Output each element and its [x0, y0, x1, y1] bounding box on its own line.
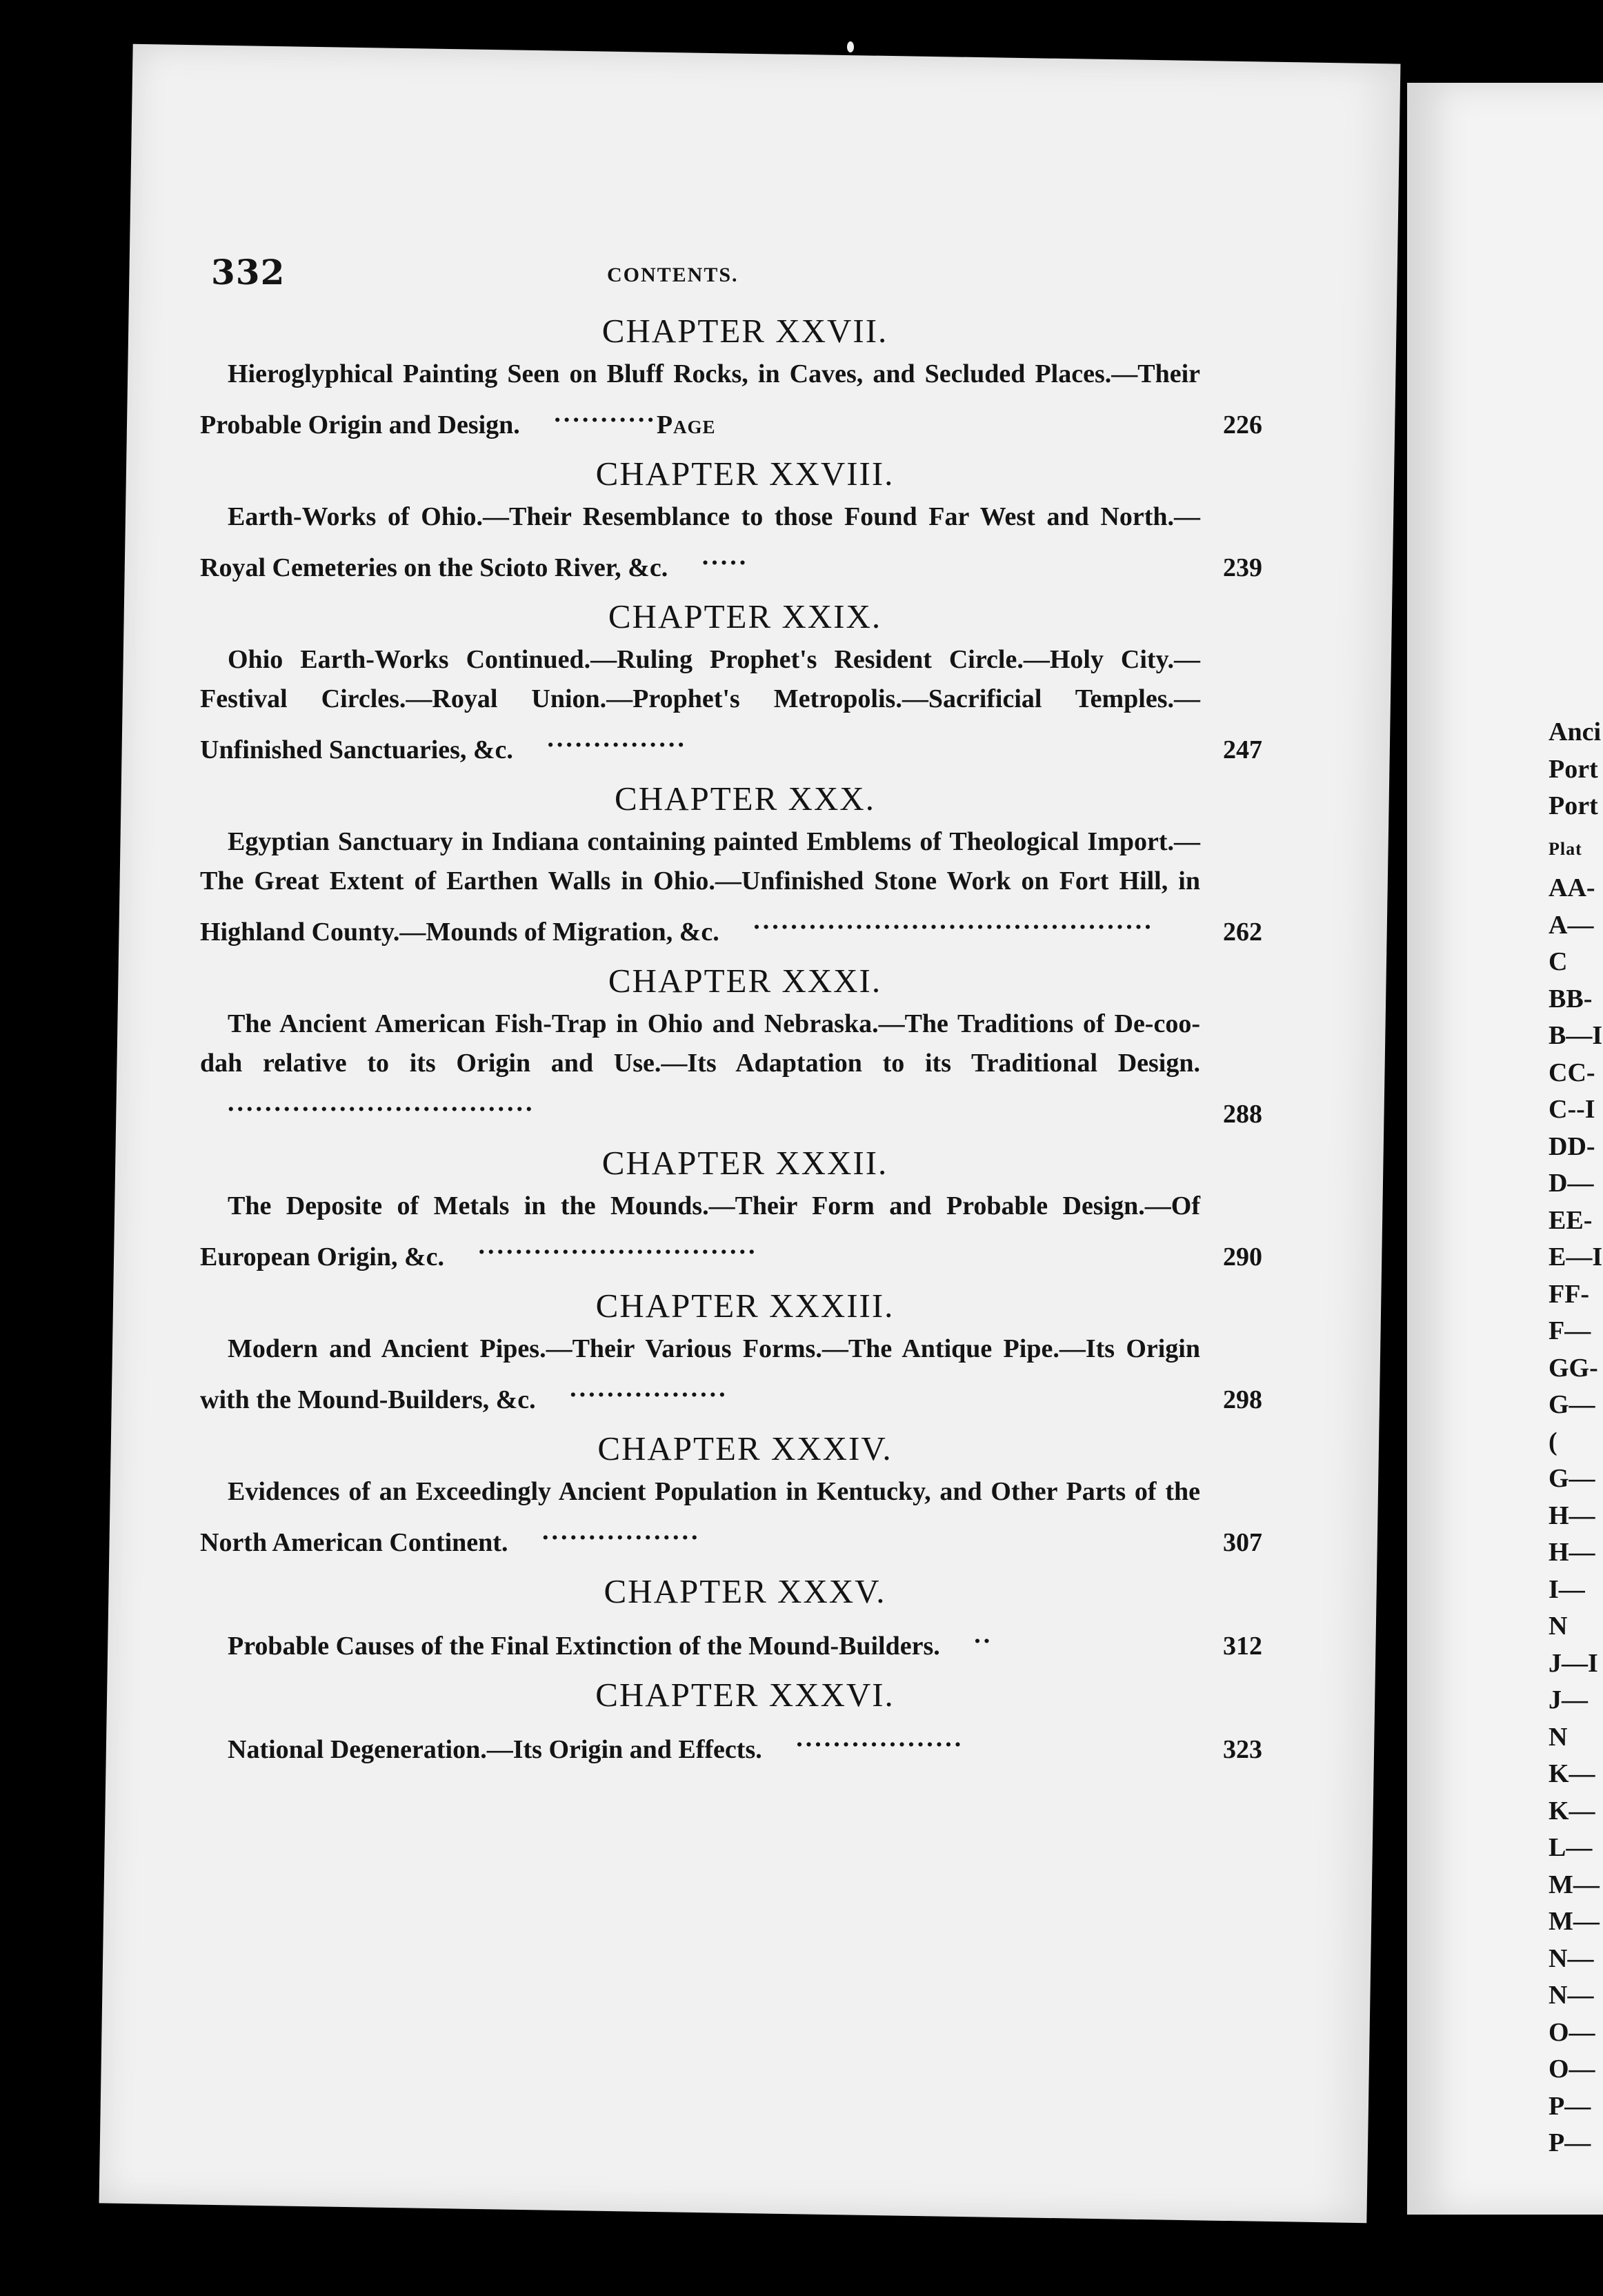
facing-line: F— [1549, 1316, 1591, 1345]
chapter-description: Evidences of an Exceedingly Ancient Population in Kentucky, and Other Parts of the North American Continent. ................. [200, 1477, 1200, 1557]
chapter-page-number: 290 [1223, 1243, 1262, 1271]
chapter-entry [200, 778, 1262, 952]
chapter-page-number: 312 [1223, 1632, 1262, 1661]
facing-line: BB- [1549, 984, 1593, 1013]
chapter-entry [200, 960, 1262, 1134]
chapter-description: Modern and Ancient Pipes.—Their Various Forms.—The Antique Pipe.—Its Origin with the Mound-Builders, &c. ................. [200, 1334, 1200, 1414]
facing-line: AA- [1549, 873, 1595, 902]
running-head: CONTENTS. [607, 264, 739, 286]
facing-line: EE- [1549, 1205, 1593, 1235]
chapter-page-number: 307 [1223, 1528, 1262, 1557]
facing-line: G— [1549, 1464, 1595, 1493]
facing-line: E—I [1549, 1243, 1603, 1271]
facing-line: O— [1549, 2017, 1595, 2047]
scan-speck [847, 41, 854, 52]
chapter-title: CHAPTER XXXIV. [597, 1429, 893, 1467]
chapter-description: Hieroglyphical Painting Seen on Bluff Rocks, in Caves, and Secluded Places.—Their Probable Origin and Design. ...........Page [200, 359, 1200, 439]
chapter-entry [200, 1674, 1262, 1770]
chapter-title: CHAPTER XXVIII. [595, 455, 895, 493]
facing-line: K— [1549, 1796, 1595, 1825]
facing-line: GG- [1549, 1353, 1598, 1383]
chapter-page-number: 247 [1223, 735, 1262, 764]
chapter-page-number: 262 [1223, 918, 1262, 947]
facing-line: M— [1549, 1870, 1600, 1899]
chapter-entry [200, 1571, 1262, 1666]
chapter-page-number: 239 [1223, 553, 1262, 582]
chapter-title: CHAPTER XXXI. [608, 962, 882, 1000]
chapter-title: CHAPTER XXXV. [604, 1572, 886, 1610]
facing-line: I—N [1549, 1574, 1585, 1641]
chapter-entry [200, 1142, 1262, 1277]
chapter-description: Ohio Earth-Works Continued.—Ruling Prophet's Resident Circle.—Holy City.—Festival Circles.—Royal Union.—Prophet's Metropolis.—Sacrificial Temples.—Unfinished Sanctuaries, &c. ............... [200, 645, 1200, 764]
chapter-description: The Ancient American Fish-Trap in Ohio and Nebraska.—The Traditions of De-coo-dah relative to its Origin and Use.—Its Adaptation to its Traditional Design. ................................. [200, 1009, 1200, 1117]
facing-line: Port [1549, 791, 1598, 820]
page-number: 332 [211, 252, 286, 293]
chapter-title: CHAPTER XXXVI. [595, 1676, 895, 1714]
chapter-entry [200, 1285, 1262, 1420]
chapter-description: Egyptian Sanctuary in Indiana containing painted Emblems of Theological Import.—The Great Extent of Earthen Walls in Ohio.—Unfinished Stone Work on Fort Hill, in Highland County.—Mounds of Migration, &c. ........................................... [200, 827, 1200, 947]
facing-line: P— [1549, 2128, 1591, 2157]
chapter-entry [200, 596, 1262, 770]
chapter-description: Probable Causes of the Final Extinction of the Mound-Builders. .. [228, 1620, 993, 1661]
facing-line: K— [1549, 1759, 1595, 1788]
facing-line: CC- [1549, 1058, 1595, 1087]
chapter-page-number: 298 [1223, 1385, 1262, 1414]
facing-line: N— [1549, 1943, 1594, 1973]
facing-line: J—I [1549, 1648, 1598, 1678]
table-of-contents [200, 310, 1262, 1778]
facing-line: J—N [1549, 1685, 1588, 1752]
facing-line: G—( [1549, 1390, 1595, 1456]
facing-line: N— [1549, 1981, 1594, 2010]
chapter-description: The Deposite of Metals in the Mounds.—Their Form and Probable Design.—Of European Origin, &c. .............................. [200, 1191, 1200, 1271]
chapter-page-number: 323 [1223, 1735, 1262, 1764]
chapter-page-number: 288 [1223, 1100, 1262, 1129]
chapter-page-number: 226 [1223, 410, 1262, 439]
facing-line: A—C [1549, 910, 1594, 976]
chapter-entry [200, 1428, 1262, 1563]
facing-line: H— [1549, 1538, 1595, 1567]
facing-line: Port [1549, 754, 1598, 784]
facing-line: C--I [1549, 1095, 1595, 1124]
facing-heading: Plat [1549, 838, 1582, 859]
chapter-title: CHAPTER XXIX. [608, 597, 882, 635]
facing-line: FF- [1549, 1279, 1590, 1309]
facing-line: DD- [1549, 1131, 1595, 1161]
facing-line: D— [1549, 1169, 1594, 1198]
facing-line: Anci [1549, 718, 1601, 746]
facing-page-text [1549, 714, 1603, 2162]
facing-line: L— [1549, 1833, 1593, 1862]
chapter-title: CHAPTER XXXII. [601, 1144, 888, 1182]
facing-line: O— [1549, 2055, 1595, 2084]
facing-line: H— [1549, 1501, 1595, 1530]
chapter-title: CHAPTER XXX. [615, 780, 875, 818]
scan-speck [77, 304, 87, 317]
chapter-description: Earth-Works of Ohio.—Their Resemblance to those Found Far West and North.—Royal Cemeteries on the Scioto River, &c. ..... [200, 502, 1200, 582]
chapter-entry [200, 453, 1262, 588]
chapter-title: CHAPTER XXXIII. [595, 1287, 895, 1325]
chapter-entry [200, 310, 1262, 445]
chapter-title: CHAPTER XXVII. [601, 312, 888, 350]
facing-line: B—I [1549, 1021, 1603, 1050]
page-label: Page [656, 410, 716, 439]
facing-line: P— [1549, 2091, 1591, 2121]
chapter-description: National Degeneration.—Its Origin and Effects. .................. [228, 1723, 964, 1764]
facing-line: M— [1549, 1907, 1600, 1936]
